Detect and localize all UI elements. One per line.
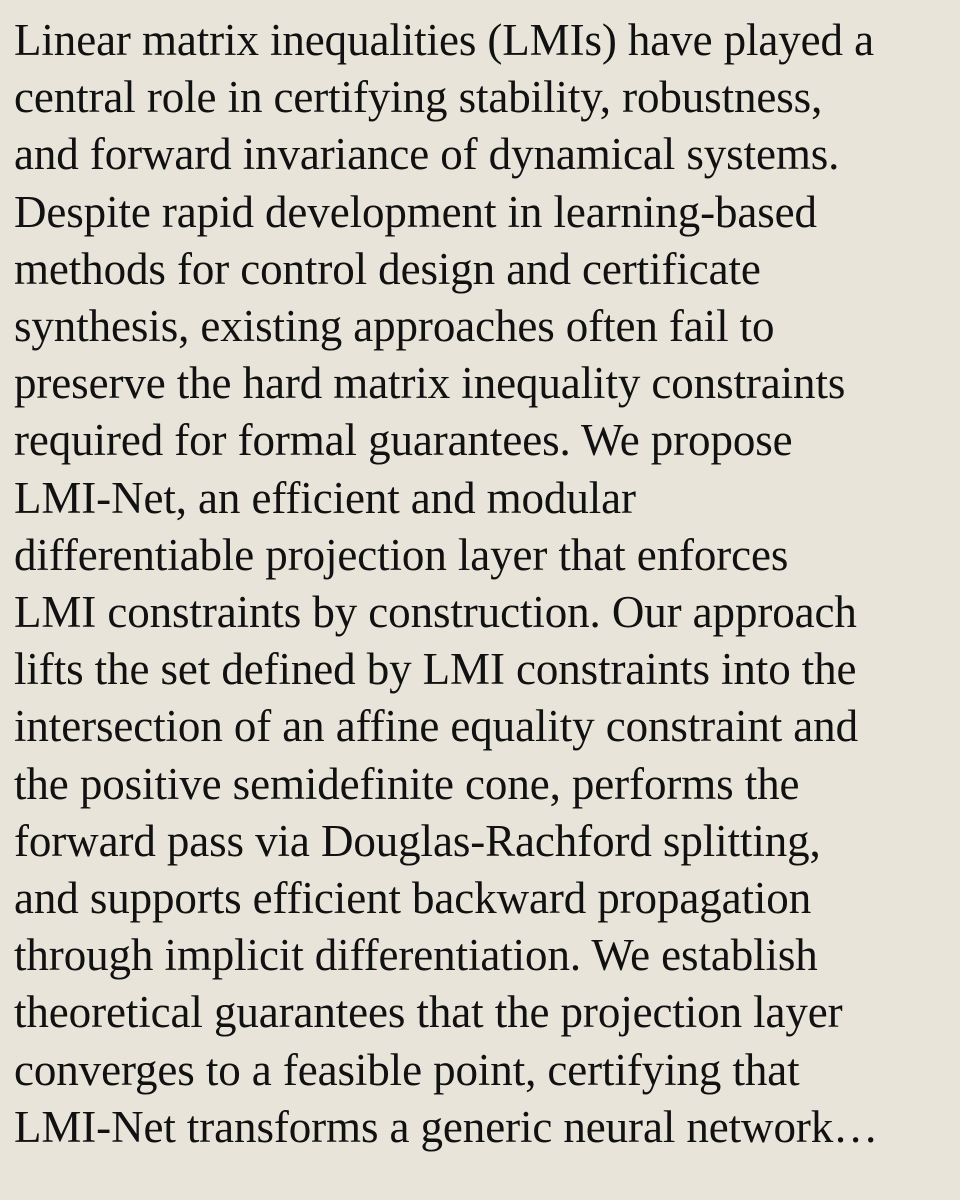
text-line: forward pass via Douglas-Rachford splitting, xyxy=(14,815,821,866)
text-line: through implicit differentiation. We establish xyxy=(14,930,818,981)
abstract-paragraph xyxy=(14,12,960,1156)
text-line: and supports efficient backward propagation xyxy=(14,873,812,924)
text-line: differentiable projection layer that enforces xyxy=(14,529,789,580)
text-line: LMI-Net, an efficient and modular xyxy=(14,472,636,523)
text-line: synthesis, existing approaches often fail to xyxy=(14,301,775,352)
text-line: methods for control design and certificate xyxy=(14,243,761,294)
text-line: Despite rapid development in learning-based xyxy=(14,186,817,237)
text-line: lifts the set defined by LMI constraints into the xyxy=(14,644,857,695)
text-line: Linear matrix inequalities (LMIs) have played a xyxy=(14,15,874,65)
text-line: converges to a feasible point, certifying that xyxy=(14,1044,800,1095)
text-line: LMI-Net transforms a generic neural network… xyxy=(14,1101,879,1152)
text-line: intersection of an affine equality constraint and xyxy=(14,701,858,752)
text-line: LMI constraints by construction. Our approach xyxy=(14,587,857,638)
text-line: the positive semidefinite cone, performs the xyxy=(14,758,800,809)
text-line: central role in certifying stability, robustness, xyxy=(14,72,823,123)
text-line: required for formal guarantees. We propose xyxy=(14,415,793,466)
text-line: and forward invariance of dynamical systems. xyxy=(14,129,840,180)
text-line: preserve the hard matrix inequality constraints xyxy=(14,358,846,409)
text-line: theoretical guarantees that the projection layer xyxy=(14,987,843,1038)
